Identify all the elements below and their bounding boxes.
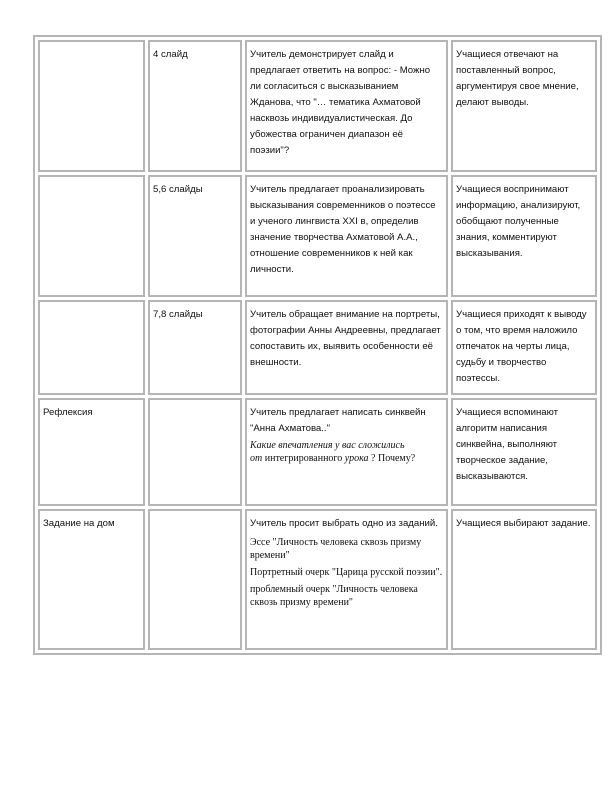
stage-cell xyxy=(38,300,145,395)
teacher-activity-cell: Учитель обращает внимание на портреты, фотографии Анны Андреевны, предлагает сопоставить их, выявить особенности её внешности. xyxy=(245,300,448,395)
homework-task: проблемный очерк "Личность человека сквозь призму времени" xyxy=(250,584,418,608)
teacher-activity-cell: Учитель предлагает проанализировать высказывания современников о поэтессе и ученого лингвиста XXI в, определив значение творчества Ахматовой А.А., отношение современников к ней как личности. xyxy=(245,175,448,297)
lesson-plan-table xyxy=(33,35,602,655)
reflection-question-part: урока xyxy=(344,453,369,464)
teacher-activity-cell xyxy=(245,398,448,506)
stage-cell xyxy=(38,40,145,172)
table-row xyxy=(38,509,597,650)
table-row xyxy=(38,398,597,506)
homework-task: Портретный очерк "Царица русской поэзии". xyxy=(250,567,443,578)
student-activity-cell: Учащиеся отвечают на поставленный вопрос, аргументируя свое мнение, делают выводы. xyxy=(451,40,597,172)
stage-cell xyxy=(38,175,145,297)
slide-cell: 7,8 слайды xyxy=(148,300,242,395)
student-activity-cell: Учащиеся воспринимают информацию, анализируют, обобщают полученные знания, комментируют высказывания. xyxy=(451,175,597,297)
reflection-question-part: интегрированного xyxy=(262,453,345,464)
reflection-question xyxy=(250,439,443,465)
student-activity-cell: Учащиеся вспоминают алгоритм написания синквейна, выполняют творческое задание, высказываются. xyxy=(451,398,597,506)
teacher-activity-text: Учитель предлагает написать синквейн "Анна Ахматова.." xyxy=(250,407,426,434)
student-activity-cell: Учащиеся выбирают задание. xyxy=(451,509,597,650)
table-row xyxy=(38,40,597,172)
table-row xyxy=(38,175,597,297)
teacher-activity-cell xyxy=(245,509,448,650)
homework-task: Эссе "Личность человека сквозь призму времени" xyxy=(250,537,422,561)
slide-cell xyxy=(148,509,242,650)
slide-cell xyxy=(148,398,242,506)
stage-cell: Рефлексия xyxy=(38,398,145,506)
reflection-question-part: ? Почему? xyxy=(368,453,416,464)
teacher-activity-text: Учитель просит выбрать одно из заданий. xyxy=(250,518,438,529)
reflection-question-part: от xyxy=(250,453,263,464)
slide-cell: 4 слайд xyxy=(148,40,242,172)
stage-cell: Задание на дом xyxy=(38,509,145,650)
reflection-question-part: Какие впечатления у вас сложились xyxy=(250,440,405,451)
slide-cell: 5,6 слайды xyxy=(148,175,242,297)
teacher-activity-cell: Учитель демонстрирует слайд и предлагает ответить на вопрос: - Можно ли согласиться с высказыванием Жданова, что "… тематика Ахматовой насквозь индивидуалистическая. До убожества ограничен диапазон её поэзии"? xyxy=(245,40,448,172)
table-row xyxy=(38,300,597,395)
student-activity-cell: Учащиеся приходят к выводу о том, что время наложило отпечаток на черты лица, судьбу и творчество поэтессы. xyxy=(451,300,597,395)
